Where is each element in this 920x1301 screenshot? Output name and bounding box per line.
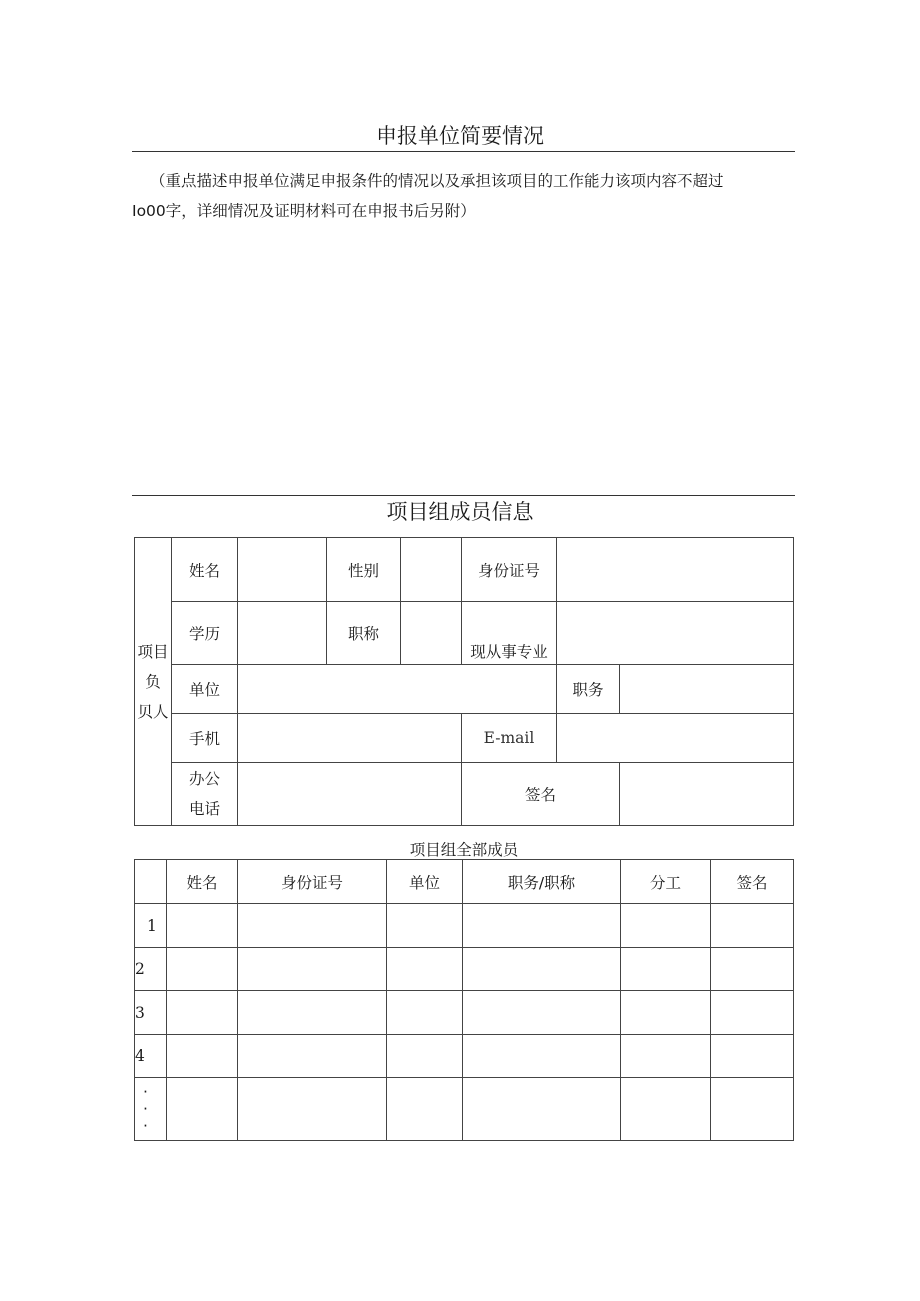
description-line-1: （重点描述申报单位满足申报条件的情况以及承担该项目的工作能力该项内容不超过: [150, 172, 724, 190]
table-row: [135, 1078, 794, 1141]
leader-side-label: 项目 负 贝人: [135, 538, 172, 826]
label-office-phone: 办公 电话: [172, 763, 238, 826]
table-row: [135, 1035, 794, 1078]
label-unit: 单位: [172, 665, 238, 714]
label-signature: 签名: [462, 763, 620, 826]
label-major: 现从事专业: [462, 602, 557, 665]
field-position[interactable]: [620, 665, 794, 714]
field-name[interactable]: [238, 538, 327, 602]
field-office-phone[interactable]: [238, 763, 462, 826]
field-gender[interactable]: [401, 538, 462, 602]
label-title: 职称: [327, 602, 401, 665]
header-id: 身份证号: [238, 860, 387, 904]
section-title-applicant: 申报单位简要情况: [376, 124, 544, 148]
label-education: 学历: [172, 602, 238, 665]
row-number: 1: [135, 904, 167, 948]
members-subtitle: 项目组全部成员: [409, 841, 519, 859]
field-title[interactable]: [401, 602, 462, 665]
members-header-row: [135, 860, 794, 904]
header-unit: 单位: [387, 860, 463, 904]
header-position: 职务/职称: [463, 860, 621, 904]
table-row: [135, 991, 794, 1035]
field-unit[interactable]: [238, 665, 557, 714]
label-name: 姓名: [172, 538, 238, 602]
field-email[interactable]: [557, 714, 794, 763]
section-title-members: 项目组成员信息: [386, 500, 534, 524]
label-email: E-mail: [462, 714, 557, 763]
field-education[interactable]: [238, 602, 327, 665]
description-line-2: Io00字，详细情况及证明材料可在申报书后另附）: [132, 202, 476, 220]
header-signature: 签名: [711, 860, 794, 904]
field-major[interactable]: [557, 602, 794, 665]
table-row: [135, 948, 794, 991]
row-ellipsis: · · ·: [135, 1078, 167, 1141]
table-row: [135, 904, 794, 948]
row-number: 3: [135, 991, 167, 1035]
row-number: 2: [135, 948, 167, 991]
leader-table: [134, 537, 794, 826]
label-mobile: 手机: [172, 714, 238, 763]
field-mobile[interactable]: [238, 714, 462, 763]
field-id[interactable]: [557, 538, 794, 602]
header-index: [135, 860, 167, 904]
row-number: 4: [135, 1035, 167, 1078]
title-underline: [132, 151, 795, 152]
label-position: 职务: [557, 665, 620, 714]
label-gender: 性别: [327, 538, 401, 602]
label-id: 身份证号: [462, 538, 557, 602]
field-signature[interactable]: [620, 763, 794, 826]
members-table: [134, 859, 794, 1141]
header-role: 分工: [621, 860, 711, 904]
applicant-description: [132, 166, 790, 226]
header-name: 姓名: [167, 860, 238, 904]
